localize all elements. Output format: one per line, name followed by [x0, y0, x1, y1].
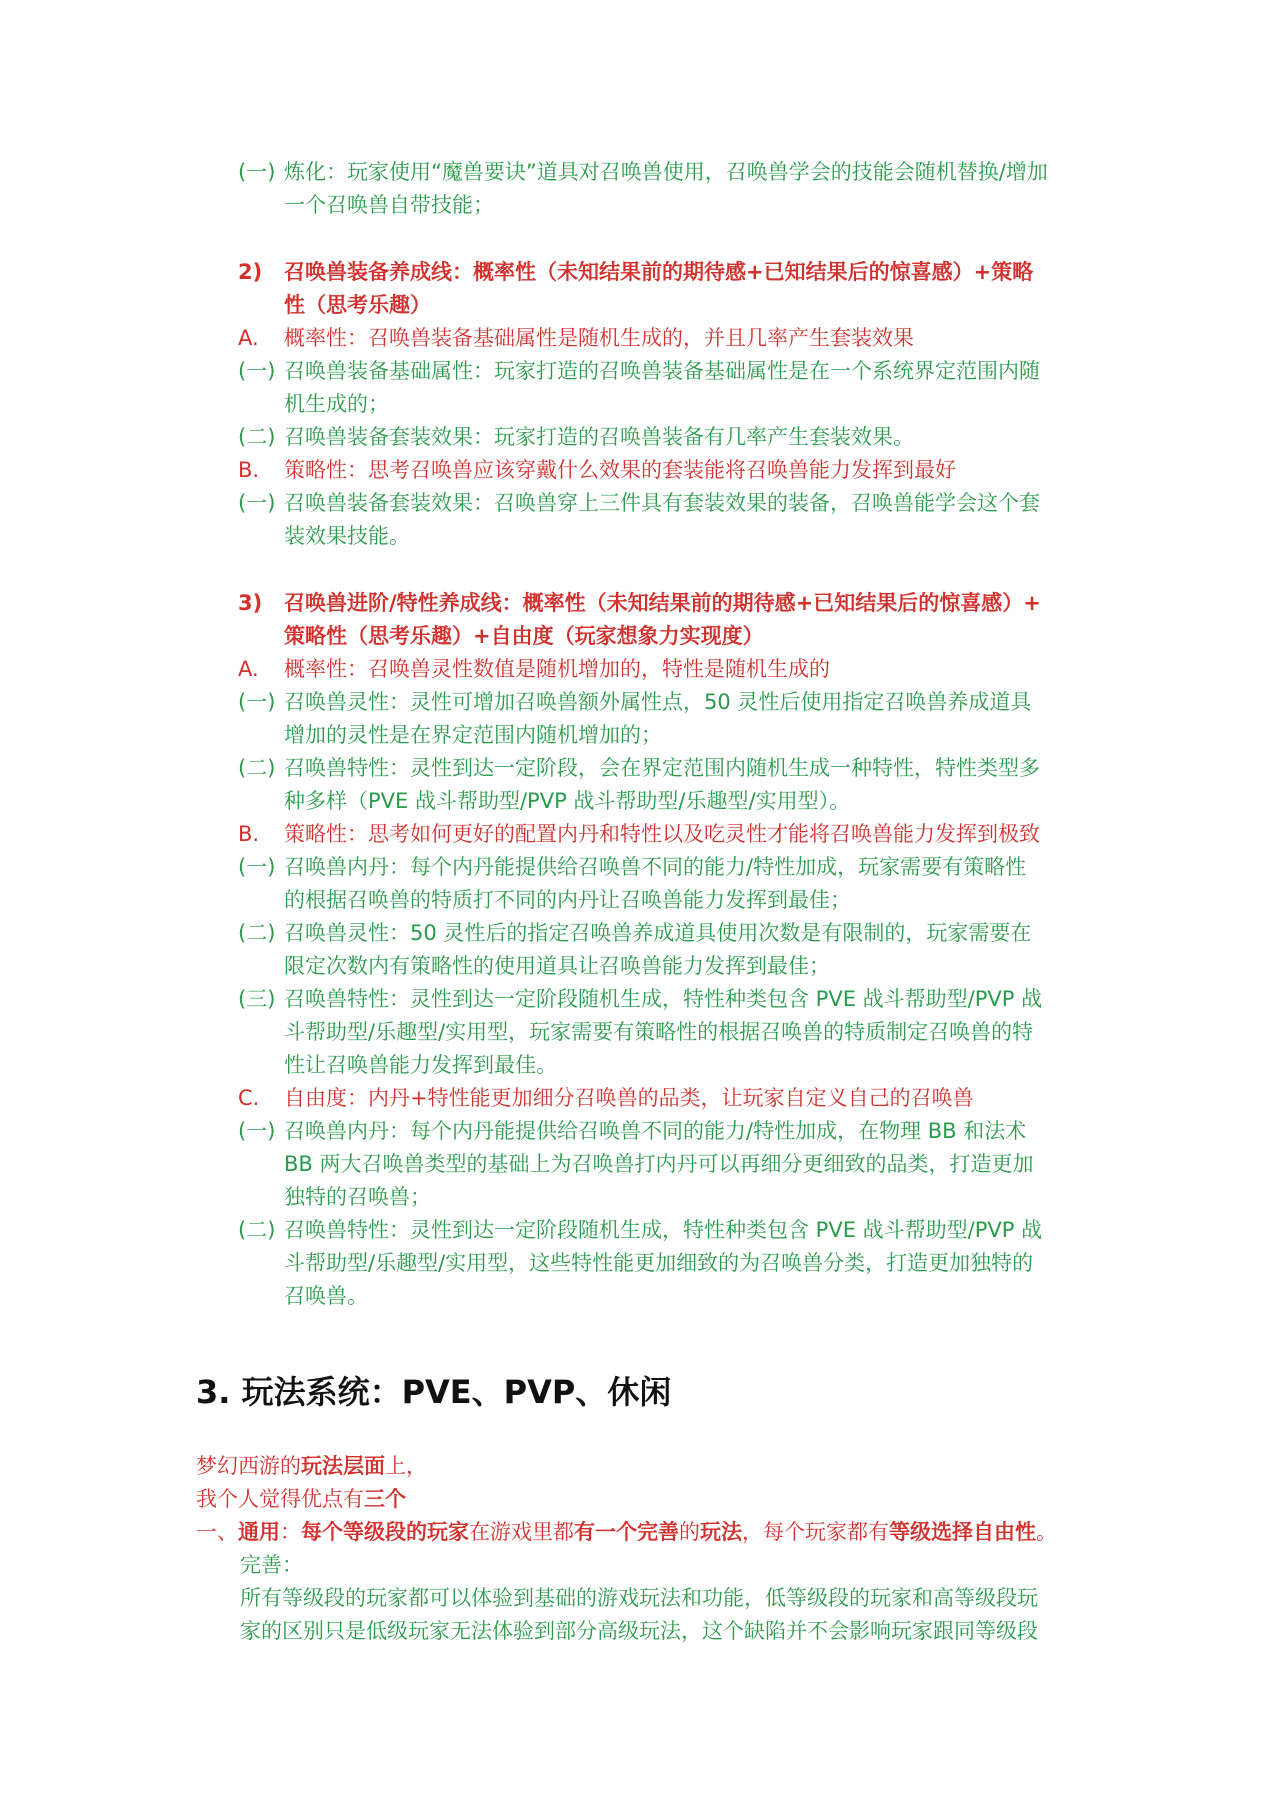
point-text: 在游戏里都: [469, 1520, 574, 1544]
point-keyword: 有一个完善: [574, 1520, 679, 1544]
paragraph-line: 家的区别只是低级玩家无法体验到部分高级玩法，这个缺陷并不会影响玩家跟同等级段: [240, 1619, 1038, 1643]
section-number: 3): [238, 591, 263, 615]
list-text-continued: 限定次数内有策略性的使用道具让召唤兽能力发挥到最佳；: [284, 954, 830, 978]
list-text-continued: 独特的召唤兽；: [284, 1185, 431, 1209]
section-title-text: 召唤兽进阶/特性养成线：概率性（未知结果前的期待感+已知结果后的惊喜感）+: [284, 591, 1041, 615]
paragraph-line: 所有等级段的玩家都可以体验到基础的游戏玩法和功能，低等级段的玩家和高等级段玩: [240, 1586, 1038, 1610]
list-text-continued: 斗帮助型/乐趣型/实用型，这些特性能更加细致的为召唤兽分类，打造更加独特的: [284, 1251, 1034, 1275]
point-text: 的: [679, 1520, 700, 1544]
list-marker: (二): [238, 756, 276, 780]
list-marker: (二): [238, 425, 276, 449]
list-text: 召唤兽装备基础属性：玩家打造的召唤兽装备基础属性是在一个系统界定范围内随: [284, 359, 1040, 383]
subheading: 完善：: [240, 1553, 303, 1577]
list-marker: (三): [238, 987, 276, 1011]
list-text-continued: 召唤兽。: [284, 1284, 368, 1308]
list-text: 召唤兽特性：灵性到达一定阶段，会在界定范围内随机生成一种特性，特性类型多: [284, 756, 1040, 780]
list-text: 召唤兽特性：灵性到达一定阶段随机生成，特性种类包含 PVE 战斗帮助型/PVP 战: [284, 987, 1043, 1011]
list-text: 召唤兽内丹：每个内丹能提供给召唤兽不同的能力/特性加成，玩家需要有策略性: [284, 855, 1027, 879]
list-marker: B.: [238, 458, 260, 482]
point-line: [196, 1516, 1057, 1548]
intro-text: 我个人觉得优点有: [196, 1487, 364, 1511]
list-marker: (一): [238, 1119, 276, 1143]
list-marker: (二): [238, 921, 276, 945]
list-text-continued: 性让召唤兽能力发挥到最佳。: [284, 1053, 557, 1077]
list-text: 召唤兽灵性：灵性可增加召唤兽额外属性点，50 灵性后使用指定召唤兽养成道具: [284, 690, 1032, 714]
section-title-continued: 策略性（思考乐趣）+自由度（玩家想象力实现度）: [284, 624, 764, 648]
point-number: 一、: [196, 1520, 238, 1544]
list-text-continued: 装效果技能。: [284, 524, 410, 548]
list-text-continued: BB 两大召唤兽类型的基础上为召唤兽打内丹可以再细分更细致的品类，打造更加: [284, 1152, 1034, 1176]
intro-text: 梦幻西游的: [196, 1454, 301, 1478]
list-text-continued: 一个召唤兽自带技能；: [284, 193, 494, 217]
list-marker: B.: [238, 822, 260, 846]
list-text-continued: 增加的灵性是在界定范围内随机增加的；: [284, 723, 662, 747]
list-text: 概率性：召唤兽装备基础属性是随机生成的，并且几率产生套装效果: [284, 326, 914, 350]
point-keyword: 通用: [238, 1520, 280, 1544]
intro-text: 上，: [385, 1454, 427, 1478]
list-marker: (一): [238, 690, 276, 714]
point-text: ，每个玩家都有: [742, 1520, 889, 1544]
list-marker: (一): [238, 160, 276, 184]
intro-line: [196, 1483, 406, 1515]
list-text: 自由度：内丹+特性能更加细分召唤兽的品类，让玩家自定义自己的召唤兽: [284, 1086, 974, 1110]
list-marker: A.: [238, 657, 259, 681]
list-marker: (一): [238, 359, 276, 383]
list-text-continued: 机生成的；: [284, 392, 389, 416]
section-title-text: 召唤兽装备养成线：概率性（未知结果前的期待感+已知结果后的惊喜感）+策略: [284, 260, 1034, 284]
list-text: 召唤兽灵性：50 灵性后的指定召唤兽养成道具使用次数是有限制的，玩家需要在: [284, 921, 1032, 945]
list-marker: (一): [238, 855, 276, 879]
intro-line: [196, 1450, 427, 1482]
point-keyword: 每个等级段的玩家: [301, 1520, 469, 1544]
list-text: 召唤兽内丹：每个内丹能提供给召唤兽不同的能力/特性加成，在物理 BB 和法术: [284, 1119, 1027, 1143]
list-text: 召唤兽装备套装效果：玩家打造的召唤兽装备有几率产生套装效果。: [284, 425, 914, 449]
list-text: 召唤兽装备套装效果：召唤兽穿上三件具有套装效果的装备，召唤兽能学会这个套: [284, 491, 1040, 515]
list-marker: C.: [238, 1086, 260, 1110]
section-heading: 3. 玩法系统：PVE、PVP、休闲: [196, 1373, 672, 1411]
list-text: 策略性：思考如何更好的配置内丹和特性以及吃灵性才能将召唤兽能力发挥到极致: [284, 822, 1040, 846]
list-text: 概率性：召唤兽灵性数值是随机增加的，特性是随机生成的: [284, 657, 830, 681]
point-text: 。: [1036, 1520, 1057, 1544]
list-marker: (二): [238, 1218, 276, 1242]
list-text: 策略性：思考召唤兽应该穿戴什么效果的套装能将召唤兽能力发挥到最好: [284, 458, 956, 482]
section-number: 2): [238, 260, 263, 284]
list-text-continued: 的根据召唤兽的特质打不同的内丹让召唤兽能力发挥到最佳；: [284, 888, 851, 912]
list-text-continued: 种多样（PVE 战斗帮助型/PVP 战斗帮助型/乐趣型/实用型）。: [284, 789, 851, 813]
intro-emphasis: 三个: [364, 1487, 406, 1511]
intro-emphasis: 玩法层面: [301, 1454, 385, 1478]
point-keyword: 玩法: [700, 1520, 742, 1544]
point-text: ：: [280, 1520, 301, 1544]
list-marker: (一): [238, 491, 276, 515]
list-marker: A.: [238, 326, 259, 350]
list-text-continued: 斗帮助型/乐趣型/实用型，玩家需要有策略性的根据召唤兽的特质制定召唤兽的特: [284, 1020, 1034, 1044]
section-title-continued: 性（思考乐趣）: [284, 293, 431, 317]
point-keyword: 等级选择自由性: [889, 1520, 1036, 1544]
list-text: 召唤兽特性：灵性到达一定阶段随机生成，特性种类包含 PVE 战斗帮助型/PVP 战: [284, 1218, 1043, 1242]
list-text: 炼化：玩家使用“魔兽要诀”道具对召唤兽使用，召唤兽学会的技能会随机替换/增加: [284, 160, 1048, 184]
